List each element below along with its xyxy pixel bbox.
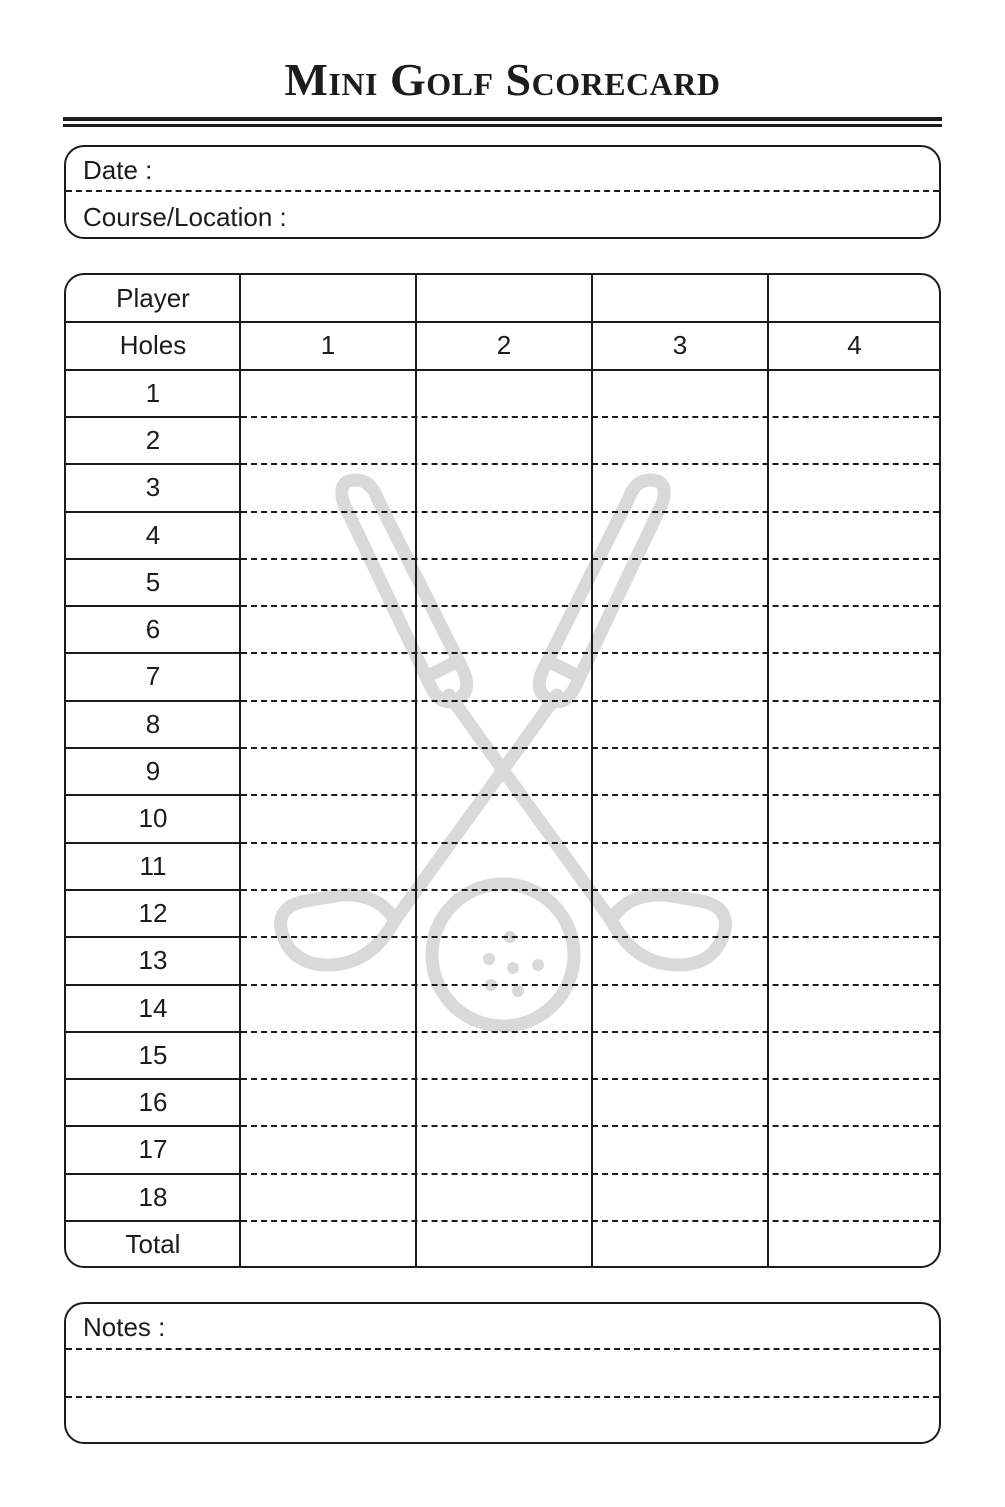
total-label: Total: [125, 1229, 181, 1259]
total-score-cell[interactable]: [592, 1221, 768, 1268]
score-cell[interactable]: [416, 748, 592, 795]
hole-number: 13: [138, 945, 168, 975]
score-cell[interactable]: [240, 701, 416, 748]
hole-number: 6: [145, 614, 161, 644]
player-label: Player: [116, 283, 190, 313]
score-cell[interactable]: [592, 417, 768, 464]
score-cell[interactable]: [416, 417, 592, 464]
player-column-number: 2: [496, 330, 512, 360]
hole-number: 9: [145, 756, 161, 786]
page-title: Mini Golf Scorecard: [284, 54, 721, 105]
hole-number: 4: [145, 520, 161, 550]
notes-box: [64, 1302, 941, 1444]
score-cell[interactable]: [416, 653, 592, 700]
hole-number: 2: [145, 425, 161, 455]
score-cell[interactable]: [592, 795, 768, 842]
hole-number: 14: [138, 993, 168, 1023]
score-cell[interactable]: [416, 701, 592, 748]
score-cell[interactable]: [592, 370, 768, 417]
hole-number: 10: [138, 803, 168, 833]
score-cell[interactable]: [768, 464, 941, 511]
hole-number: 8: [145, 709, 161, 739]
score-cell[interactable]: [592, 843, 768, 890]
score-cell[interactable]: [592, 985, 768, 1032]
player-name-cell[interactable]: [240, 275, 416, 322]
hole-number: 3: [145, 472, 161, 502]
score-cell[interactable]: [768, 1079, 941, 1126]
score-cell[interactable]: [592, 512, 768, 559]
score-cell[interactable]: [240, 370, 416, 417]
score-cell[interactable]: [768, 1032, 941, 1079]
score-cell[interactable]: [240, 1174, 416, 1221]
score-cell[interactable]: [768, 937, 941, 984]
score-cell[interactable]: [416, 512, 592, 559]
holes-label: Holes: [119, 330, 187, 360]
score-table: [64, 273, 941, 1268]
score-cell[interactable]: [240, 653, 416, 700]
score-cell[interactable]: [416, 606, 592, 653]
notes-line-2[interactable]: [66, 1396, 939, 1398]
score-cell[interactable]: [240, 795, 416, 842]
score-cell[interactable]: [592, 1079, 768, 1126]
notes-line-1[interactable]: [66, 1348, 939, 1350]
score-cell[interactable]: [768, 559, 941, 606]
total-score-cell[interactable]: [768, 1221, 941, 1268]
score-cell[interactable]: [592, 559, 768, 606]
score-cell[interactable]: [240, 1032, 416, 1079]
player-column-number: 1: [320, 330, 336, 360]
hole-number: 5: [145, 567, 161, 597]
hole-number: 17: [138, 1134, 168, 1164]
score-cell[interactable]: [592, 653, 768, 700]
score-cell[interactable]: [768, 512, 941, 559]
score-cell[interactable]: [240, 606, 416, 653]
player-name-cell[interactable]: [416, 275, 592, 322]
score-cell[interactable]: [768, 653, 941, 700]
score-cell[interactable]: [768, 795, 941, 842]
score-cell[interactable]: [768, 748, 941, 795]
score-cell[interactable]: [768, 417, 941, 464]
score-cell[interactable]: [768, 606, 941, 653]
score-cell[interactable]: [416, 1126, 592, 1173]
score-cell[interactable]: [240, 985, 416, 1032]
score-cell[interactable]: [240, 937, 416, 984]
score-cell[interactable]: [416, 937, 592, 984]
player-column-number: 4: [847, 330, 862, 360]
date-label: Date :: [83, 155, 153, 185]
score-cell[interactable]: [768, 701, 941, 748]
hole-number: 7: [145, 661, 161, 691]
score-cell[interactable]: [592, 890, 768, 937]
score-cell[interactable]: [240, 559, 416, 606]
info-box: [64, 145, 941, 239]
score-cell[interactable]: [416, 370, 592, 417]
score-cell[interactable]: [240, 512, 416, 559]
score-cell[interactable]: [768, 1126, 941, 1173]
hole-number: 15: [138, 1040, 168, 1070]
hole-number: 1: [145, 378, 161, 408]
score-cell[interactable]: [416, 890, 592, 937]
score-cell[interactable]: [416, 985, 592, 1032]
hole-number: 12: [138, 898, 168, 928]
title-rule-thick: [63, 117, 942, 121]
score-cell[interactable]: [416, 559, 592, 606]
score-cell[interactable]: [768, 1174, 941, 1221]
score-cell[interactable]: [240, 748, 416, 795]
title-rule-thin: [63, 124, 942, 127]
score-cell[interactable]: [592, 464, 768, 511]
score-cell[interactable]: [416, 843, 592, 890]
score-cell[interactable]: [592, 1032, 768, 1079]
score-cell[interactable]: [592, 1174, 768, 1221]
score-cell[interactable]: [240, 1079, 416, 1126]
hole-number: 18: [138, 1182, 168, 1212]
score-cell[interactable]: [768, 890, 941, 937]
score-cell[interactable]: [592, 937, 768, 984]
player-column-number: 3: [672, 330, 688, 360]
player-name-cell[interactable]: [768, 275, 941, 322]
score-cell[interactable]: [592, 1126, 768, 1173]
score-cell[interactable]: [592, 606, 768, 653]
date-field[interactable]: [66, 190, 939, 192]
score-cell[interactable]: [416, 464, 592, 511]
score-cell[interactable]: [416, 1174, 592, 1221]
total-score-cell[interactable]: [416, 1221, 592, 1268]
score-cell[interactable]: [240, 843, 416, 890]
score-cell[interactable]: [592, 701, 768, 748]
score-cell[interactable]: [240, 464, 416, 511]
score-cell[interactable]: [240, 417, 416, 464]
hole-number: 16: [138, 1087, 168, 1117]
score-cell[interactable]: [416, 1079, 592, 1126]
score-cell[interactable]: [592, 748, 768, 795]
total-score-cell[interactable]: [240, 1221, 416, 1268]
score-cell[interactable]: [240, 890, 416, 937]
score-cell[interactable]: [768, 370, 941, 417]
hole-number: 11: [139, 851, 167, 881]
notes-label: Notes :: [83, 1312, 166, 1342]
score-cell[interactable]: [416, 1032, 592, 1079]
score-cell[interactable]: [768, 843, 941, 890]
score-cell[interactable]: [416, 795, 592, 842]
score-cell[interactable]: [768, 985, 941, 1032]
course-location-label: Course/Location :: [83, 202, 287, 232]
score-cell[interactable]: [240, 1126, 416, 1173]
player-name-cell[interactable]: [592, 275, 768, 322]
